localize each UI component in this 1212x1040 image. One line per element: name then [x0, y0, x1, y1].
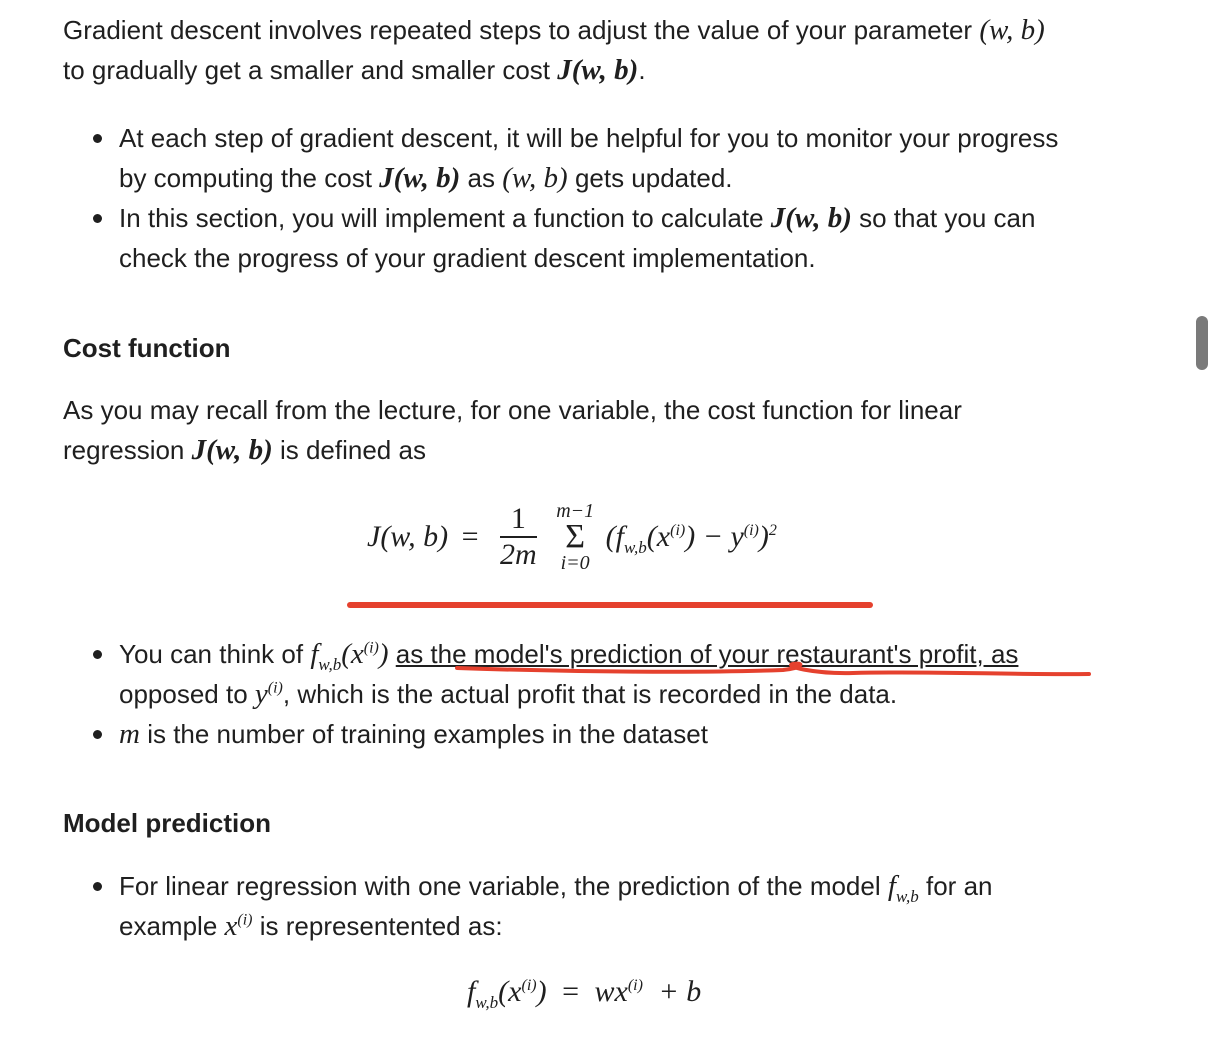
bullet-text: so that you can: [859, 203, 1036, 233]
eq-equals: =: [461, 520, 479, 553]
bullet-text: by computing the cost: [119, 163, 372, 193]
eq-body-x: (x: [646, 520, 671, 553]
model-prediction-heading: Model prediction: [63, 808, 271, 838]
eq-body-y-sup: (i): [743, 522, 759, 539]
eq-body-square: 2: [768, 522, 777, 539]
actual-math: [255, 678, 283, 710]
cost-math: J(w, b): [191, 434, 273, 466]
bullet-text: You can think of: [119, 639, 304, 669]
list-item: [63, 714, 1018, 754]
intro-paragraph: [63, 10, 1045, 90]
bullet-text: At each step of gradient descent, it will be helpful for you to monitor your progress: [119, 123, 1059, 153]
eq-plus-b: + b: [658, 975, 702, 1008]
math-sup: (i): [363, 639, 379, 657]
bullet-text: as the model's prediction of your restaurant's profit, as: [395, 639, 1019, 669]
model-equation: [467, 975, 702, 1012]
bullet-text: is representented as:: [259, 911, 503, 941]
intro-line2-text: to gradually get a smaller and smaller cost: [63, 55, 551, 85]
bullet-text: example: [119, 911, 218, 941]
bullet-text: for an: [926, 871, 993, 901]
eq-body-mid: ) − y: [685, 520, 744, 553]
bullet-text: as: [467, 163, 495, 193]
bullet-text: gets updated.: [574, 163, 733, 193]
cost-math: J(w, b): [557, 54, 639, 86]
param-math: (w, b): [979, 14, 1045, 46]
prediction-math: [310, 638, 389, 674]
eq-wx: wx: [594, 975, 628, 1008]
progress-bullets: [63, 118, 1058, 278]
math-close: ): [378, 638, 389, 670]
eq-f: f: [467, 975, 476, 1008]
bullet-text: opposed to: [119, 679, 248, 709]
prediction-bullets: [63, 634, 1018, 754]
bullet-text: is the number of training examples in the dataset: [147, 719, 708, 749]
cost-math: J(w, b): [379, 162, 461, 194]
cost-description: [63, 390, 962, 470]
math-x: x: [224, 910, 238, 942]
cost-desc-text: is defined as: [279, 435, 426, 465]
cost-desc-text: regression: [63, 435, 185, 465]
bullet-text: check the progress of your gradient descent implementation.: [119, 243, 816, 273]
math-sub: w,b: [895, 886, 919, 906]
math-sup: (i): [267, 679, 283, 697]
list-item: [63, 866, 993, 946]
scrollbar-thumb[interactable]: [1196, 316, 1208, 370]
math-f: f: [887, 870, 896, 902]
model-bullets: [63, 866, 993, 946]
frac-numerator: 1: [500, 502, 537, 538]
eq-body-sub: w,b: [623, 538, 647, 557]
eq-wx-sup: (i): [627, 977, 643, 994]
eq-body: [605, 520, 777, 557]
cost-desc-line1: As you may recall from the lecture, for one variable, the cost function for linear: [63, 395, 962, 425]
model-math: [887, 870, 919, 906]
frac-denominator: 2m: [500, 538, 537, 571]
list-item: [63, 198, 1058, 278]
bullet-text: For linear regression with one variable, the prediction of the model: [119, 871, 881, 901]
math-sub: w,b: [318, 654, 342, 674]
math-y: y: [254, 678, 268, 710]
intro-line1-text: Gradient descent involves repeated steps to adjust the value of your parameter: [63, 15, 973, 45]
cost-math: J(w, b): [770, 202, 852, 234]
eq-x: (x: [498, 975, 522, 1008]
eq-fraction: [500, 502, 537, 572]
eq-sup: (i): [521, 977, 537, 994]
math-sup: (i): [237, 911, 253, 929]
sentence-red-underline: [453, 656, 1093, 678]
example-math: [225, 910, 253, 942]
math-x: (x: [341, 638, 364, 670]
eq-sub: w,b: [475, 993, 499, 1012]
eq-lhs: J(w, b): [367, 520, 449, 553]
eq-equals: =: [562, 975, 580, 1008]
eq-summation: [556, 500, 594, 574]
param-math: (w, b): [502, 162, 568, 194]
eq-body-x-sup: (i): [670, 522, 686, 539]
bullet-text: In this section, you will implement a function to calculate: [119, 203, 764, 233]
sum-lower-limit: i=0: [560, 552, 590, 574]
sum-symbol: Σ: [565, 518, 586, 555]
cost-equation: [367, 500, 777, 574]
sum-upper-limit: m−1: [556, 500, 595, 522]
intro-period: .: [638, 55, 646, 85]
list-item: [63, 118, 1058, 198]
math-m: m: [119, 718, 140, 750]
bullet-text: , which is the actual profit that is recorded in the data.: [282, 679, 898, 709]
eq-close: ): [536, 975, 547, 1008]
cost-function-heading: Cost function: [63, 333, 231, 363]
equation-red-underline: [347, 602, 873, 608]
eq-body-f: (f: [605, 520, 624, 553]
math-f: f: [310, 638, 319, 670]
eq-body-end: ): [758, 520, 769, 553]
